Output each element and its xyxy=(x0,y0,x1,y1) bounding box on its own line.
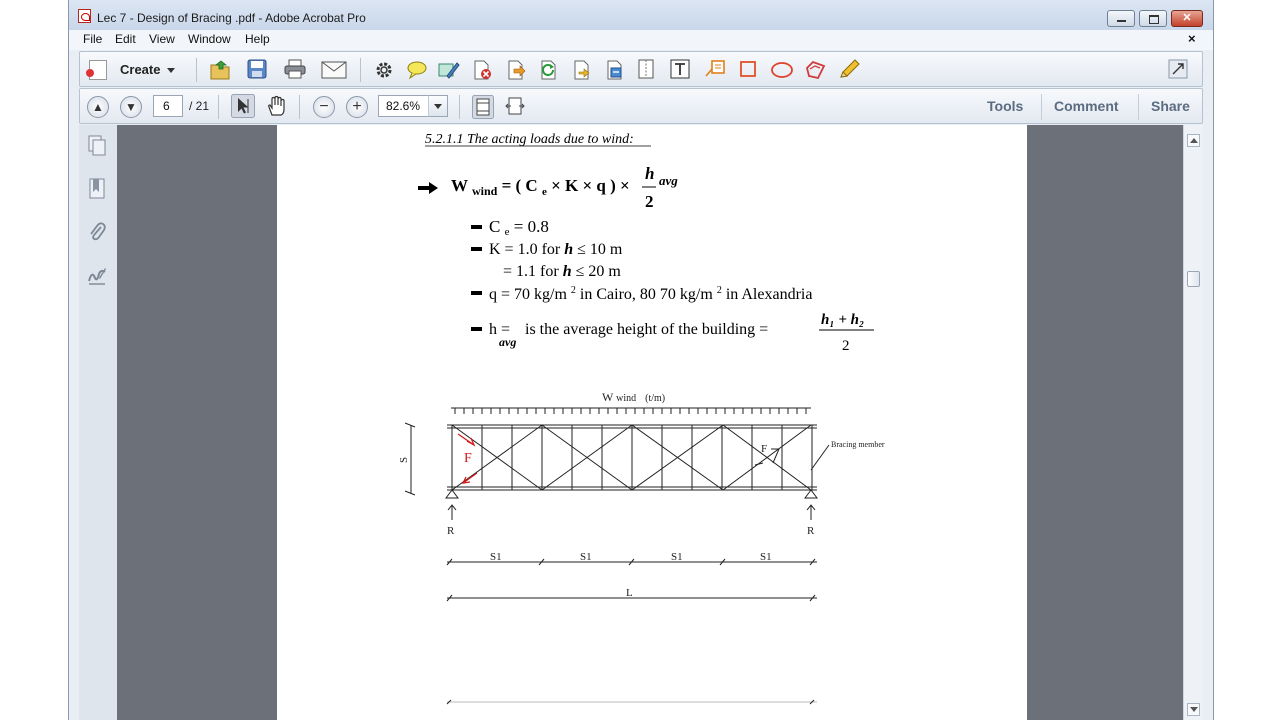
page-view-icon[interactable] xyxy=(638,59,654,79)
fit-page-icon[interactable] xyxy=(472,95,494,119)
extract-page-icon[interactable] xyxy=(572,60,592,80)
comment-pane-link[interactable]: Comment xyxy=(1054,98,1119,114)
height-label: S xyxy=(398,456,410,463)
export-page-icon[interactable] xyxy=(506,60,526,80)
polygon-tool-icon[interactable] xyxy=(804,60,826,80)
wind-load-label: W wind (t/m) xyxy=(602,390,666,404)
maximize-button[interactable] xyxy=(1139,10,1167,27)
zoom-level-input[interactable]: 82.6% xyxy=(378,95,438,117)
page-total: / 21 xyxy=(189,99,210,113)
page-thumbnails-icon[interactable] xyxy=(87,135,107,157)
bullet-marker xyxy=(471,327,482,331)
dimension-tick xyxy=(405,491,415,495)
create-pdf-icon xyxy=(89,60,107,80)
bullet-q: q = 70 kg/m $^2$ in Cairo, 80 70 kg/m $^2$ in Alexandria xyxy=(489,285,813,303)
attachments-icon[interactable] xyxy=(87,221,107,243)
bracing-leader-line xyxy=(811,445,829,470)
bullet-k-alt: = 1.1 for h ≤ 20 m xyxy=(503,263,621,280)
truss-diagram xyxy=(398,390,885,704)
truss-verticals xyxy=(452,425,812,490)
zoom-out-button[interactable]: − xyxy=(313,96,335,118)
text-box-icon[interactable] xyxy=(670,59,690,79)
havg-description: is the average height of the building = xyxy=(525,321,769,338)
formula-numerator: h xyxy=(645,164,655,183)
arrow-right-icon xyxy=(418,182,438,194)
main-toolbar xyxy=(79,51,1203,87)
havg-denominator: 2 xyxy=(842,338,850,354)
chevron-down-icon xyxy=(167,68,175,73)
bullet-k: K = 1.0 for h ≤ 10 m xyxy=(489,241,623,258)
toolbar-divider xyxy=(299,95,300,119)
scroll-down-button[interactable] xyxy=(1187,703,1200,716)
insert-page-icon[interactable] xyxy=(539,60,559,80)
create-button[interactable] xyxy=(87,58,177,82)
havg-subscript: avg xyxy=(499,335,517,349)
section-heading: 5.2.1.1 The acting loads due to wind: xyxy=(425,132,634,147)
menu-view[interactable]: View xyxy=(149,32,175,46)
span-label: S1 xyxy=(760,551,772,563)
save-icon[interactable] xyxy=(247,59,267,79)
hand-tool-icon[interactable] xyxy=(266,95,288,117)
gear-icon[interactable] xyxy=(374,60,394,80)
toolbar-divider xyxy=(218,95,219,119)
oval-tool-icon[interactable] xyxy=(770,61,794,79)
menu-help[interactable]: Help xyxy=(245,32,270,46)
force-label-right: F xyxy=(761,443,768,455)
close-window-button[interactable] xyxy=(1171,10,1203,27)
menu-file[interactable]: File xyxy=(83,32,103,46)
bullet-marker xyxy=(471,247,482,251)
bullet-marker xyxy=(471,225,482,229)
right-support xyxy=(805,490,817,498)
expand-icon[interactable] xyxy=(1168,59,1188,79)
length-label: L xyxy=(626,587,633,599)
scroll-up-button[interactable] xyxy=(1187,134,1200,147)
span-label: S1 xyxy=(671,551,683,563)
bullet-ce: C e = 0.8 xyxy=(489,217,549,238)
open-folder-icon[interactable] xyxy=(209,59,233,81)
navigation-toolbar xyxy=(79,88,1203,124)
signatures-icon[interactable] xyxy=(87,264,107,286)
comment-bubble-icon[interactable] xyxy=(406,60,428,80)
create-label: Create xyxy=(120,62,161,77)
bracing-member-label: Bracing member xyxy=(831,440,885,449)
load-ticks xyxy=(455,408,806,414)
pencil-icon[interactable] xyxy=(838,59,860,79)
toolbar-divider xyxy=(459,95,460,119)
left-support xyxy=(446,490,458,498)
email-icon[interactable] xyxy=(321,61,347,79)
force-arrow-bottom xyxy=(463,473,477,483)
menu-edit[interactable]: Edit xyxy=(115,32,136,46)
rectangle-tool-icon[interactable] xyxy=(739,60,757,78)
scroll-thumb[interactable] xyxy=(1187,271,1200,287)
close-document-button[interactable]: × xyxy=(1188,31,1196,46)
havg-numerator: h₁ + h₂ xyxy=(821,312,865,328)
pdf-page xyxy=(277,125,1027,720)
toolbar-divider xyxy=(360,58,361,82)
force-label: F xyxy=(464,451,472,466)
next-page-button[interactable]: ▼ xyxy=(120,96,142,118)
page-content xyxy=(277,125,1027,720)
right-reaction-label: R xyxy=(807,525,815,537)
window-title: Lec 7 - Design of Bracing .pdf - Adobe Acrobat Pro xyxy=(97,11,366,25)
fit-width-icon[interactable] xyxy=(505,96,525,116)
menu-window[interactable]: Window xyxy=(188,32,231,46)
zoom-in-button[interactable]: + xyxy=(346,96,368,118)
span-label: S1 xyxy=(490,551,502,563)
span-label: S1 xyxy=(580,551,592,563)
zoom-dropdown-button[interactable] xyxy=(428,95,448,117)
share-pane-link[interactable]: Share xyxy=(1151,98,1190,114)
highlight-text-icon[interactable] xyxy=(438,60,460,80)
vertical-scrollbar[interactable] xyxy=(1183,125,1203,720)
wind-formula: W $_{wind}$ = ( C $_e$ × K × q ) × xyxy=(451,176,630,198)
acrobat-window xyxy=(68,0,1214,720)
page-number-input[interactable]: 6 xyxy=(153,95,183,117)
toolbar-divider xyxy=(196,58,197,82)
document-viewport[interactable] xyxy=(117,125,1183,720)
formula-denominator: 2 xyxy=(645,192,654,211)
select-tool-icon[interactable] xyxy=(231,94,255,118)
title-bar xyxy=(69,0,1213,30)
navigation-panel xyxy=(79,125,118,720)
left-reaction-label: R xyxy=(447,525,455,537)
menu-bar xyxy=(69,30,1213,50)
delete-page-icon[interactable] xyxy=(472,60,492,80)
callout-icon[interactable] xyxy=(704,59,726,79)
split-document-icon[interactable] xyxy=(605,60,625,80)
pane-divider xyxy=(1041,94,1042,120)
acrobat-app-icon xyxy=(78,9,91,23)
pane-divider xyxy=(1138,94,1139,120)
bullet-marker xyxy=(471,291,482,295)
bookmarks-icon[interactable] xyxy=(87,178,107,200)
formula-superscript: avg xyxy=(659,173,678,188)
minimize-button[interactable] xyxy=(1107,10,1135,27)
print-icon[interactable] xyxy=(284,59,306,79)
previous-page-button[interactable]: ▲ xyxy=(87,96,109,118)
dimension-tick xyxy=(405,423,415,427)
tools-pane-link[interactable]: Tools xyxy=(987,98,1024,114)
bullet-havg: h = xyxy=(489,321,511,338)
